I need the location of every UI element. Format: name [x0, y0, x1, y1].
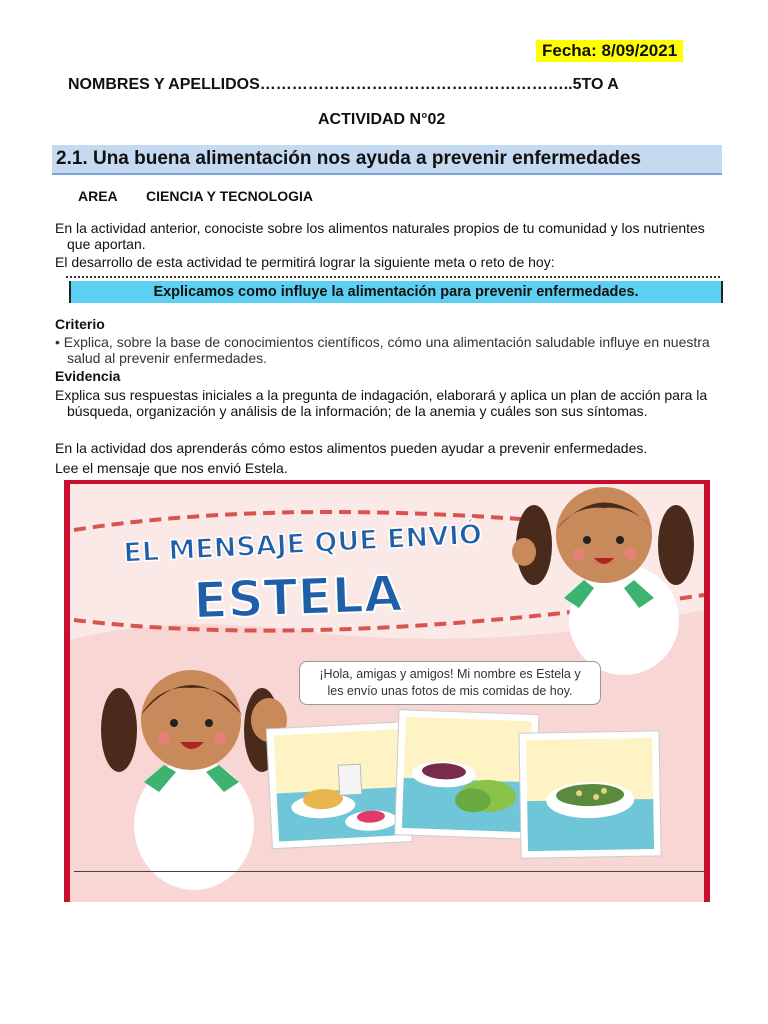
illustration-title-line-1: EL MENSAJE QUE ENVIÓ	[122, 519, 483, 569]
section-title-bar	[52, 145, 722, 175]
area-value: CIENCIA Y TECNOLOGIA	[146, 188, 313, 204]
area-label: AREA	[78, 188, 118, 204]
dotted-divider	[66, 276, 720, 278]
bubble-line-1: ¡Hola, amigas y amigos! Mi nombre es Estela y	[319, 667, 581, 681]
intro-line-2: que aportan.	[67, 236, 146, 252]
intro-line-3: El desarrollo de esta actividad te permitirá lograr la siguiente meta o reto de hoy:	[55, 254, 555, 270]
evidencia-line-2: búsqueda, organización y análisis de la información; de la anemia y cuáles son sus síntomas.	[67, 403, 648, 419]
criterio-text	[55, 334, 735, 366]
meal-photo-breakfast	[266, 722, 412, 849]
evidencia-heading: Evidencia	[55, 368, 121, 384]
criterio-line-2: salud al prevenir enfermedades.	[67, 350, 268, 366]
student-name-line: NOMBRES Y APELLIDOS…………………………………………………..5TO A	[68, 76, 619, 93]
closing-line-2: Lee el mensaje que nos envió Estela.	[55, 460, 288, 476]
closing-line-1: En la actividad dos aprenderás cómo estos alimentos pueden ayudar a prevenir enfermedades.	[55, 440, 648, 456]
activity-number: ACTIVIDAD N°02	[318, 111, 446, 128]
illustration-divider	[74, 871, 704, 872]
date-label: Fecha: 8/09/2021	[536, 40, 683, 62]
section-title: 2.1. Una buena alimentación nos ayuda a prevenir enfermedades	[56, 148, 641, 169]
speech-bubble	[299, 661, 601, 705]
bubble-line-2: les envío unas fotos de mis comidas de hoy.	[327, 684, 573, 698]
evidencia-line-1: Explica sus respuestas iniciales a la pregunta de indagación, elaborará y aplica un plan de acción para la	[55, 387, 708, 403]
meal-photo-lunch	[395, 710, 539, 840]
illustration-title-line-2: ESTELA	[192, 564, 404, 630]
estela-message-illustration	[64, 480, 710, 902]
criterio-heading: Criterio	[55, 316, 105, 332]
goal-banner	[69, 281, 723, 303]
meal-photo-dinner	[519, 731, 661, 858]
criterio-line-1: • Explica, sobre la base de conocimientos científicos, cómo una alimentación saludable influye en nuestra	[55, 334, 710, 350]
intro-paragraph	[55, 220, 735, 252]
goal-text: Explicamos como influye la alimentación para prevenir enfermedades.	[153, 284, 639, 300]
intro-line-1: En la actividad anterior, conociste sobre los alimentos naturales propios de tu comunidad y los nutrientes	[55, 220, 705, 236]
evidencia-text	[55, 387, 735, 419]
girl-waving-left	[101, 670, 287, 890]
